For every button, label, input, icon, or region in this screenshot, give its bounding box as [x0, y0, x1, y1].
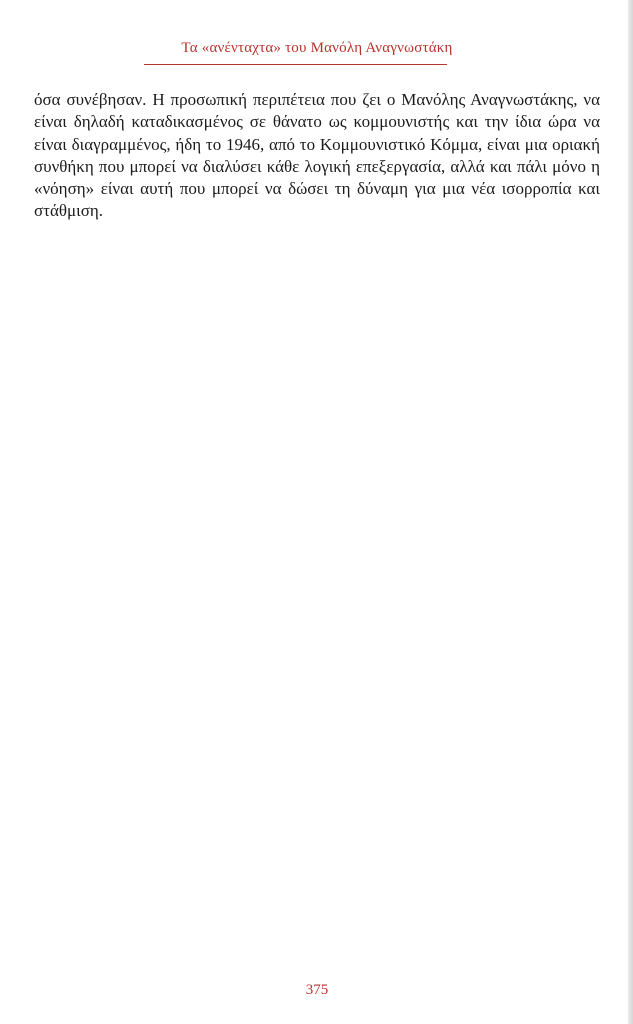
page-number: 375 — [305, 982, 329, 998]
page-edge — [628, 0, 633, 1024]
running-head: Τα «ανένταχτα» του Μανόλη Αναγνωστάκη — [181, 40, 453, 56]
paragraph: όσα συνέβησαν. Η προσωπική περιπέτεια που ζει ο Μανόλης Αναγνωστάκης, να είναι δηλαδή καταδικασμένος σε θάνατο ως κομμουνιστής και την ίδια ώρα να είναι διαγραμμένος, ήδη το 1946, από το Κομμουνιστικό Κόμμα, είναι μια οριακή συνθήκη που μπορεί να διαλύσει κάθε λογική επεξεργασία, αλλά και πάλι μόνο η «νόηση» είναι αυτή που μπορεί να δώσει τη δύναμη για μια νέα ισορροπία και στάθμιση. — [34, 90, 600, 221]
running-head-rule — [144, 64, 447, 65]
body-text — [34, 89, 600, 223]
